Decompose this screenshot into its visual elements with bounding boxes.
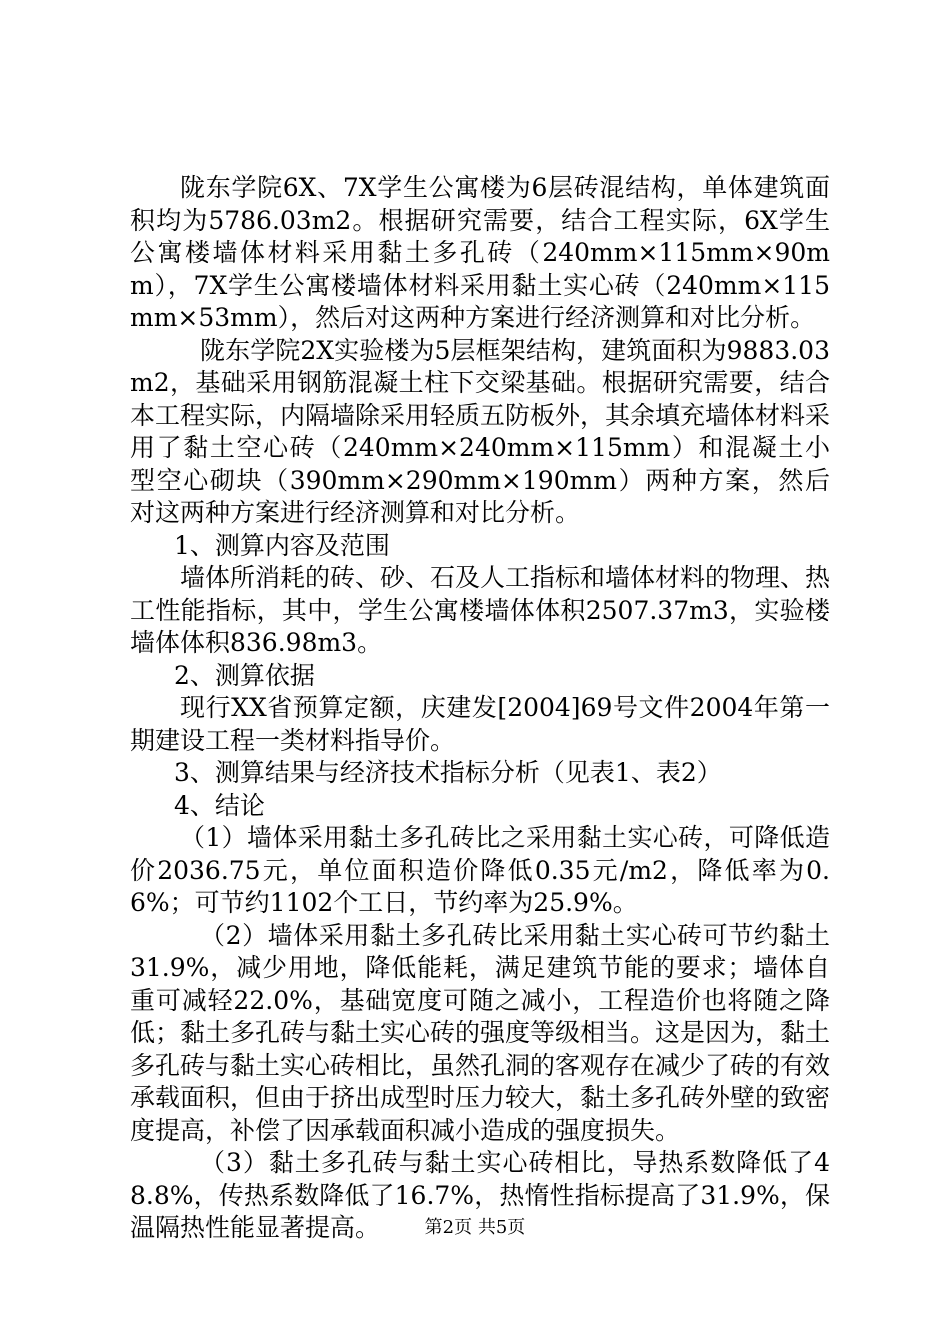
paragraph-lab-building-intro: 陇东学院2X实验楼为5层框架结构，建筑面积为9883.03m2，基础采用钢筋混凝土柱下交梁基础。根据研究需要，结合本工程实际，内隔墙除采用轻质五防板外，其余填充墙体材料采用了黏土空心砖（240mm×240mm×115mm）和混凝土小型空心砌块（390mm×290mm×190mm）两种方案，然后对这两种方案进行经济测算和对比分析。	[130, 335, 831, 527]
paragraph-conclusion-3: （3）黏土多孔砖与黏土实心砖相比，导热系数降低了48.8%，传热系数降低了16.7%，热惰性指标提高了31.9%，保温隔热性能显著提高。	[130, 1148, 830, 1242]
paragraph-basis: 现行XX省预算定额，庆建发[2004]69号文件2004年第一期建设工程一类材料指导价。	[130, 693, 830, 755]
heading-conclusion: 4、结论	[174, 790, 265, 820]
paragraph-conclusion-2: （2）墙体采用黏土多孔砖比采用黏土实心砖可节约黏土31.9%，减少用地，降低能耗，满足建筑节能的要求；墙体自重可减轻22.0%，基础宽度可随之减小，工程造价也将随之降低；黏土多孔砖与黏土实心砖的强度等级相当。这是因为，黏土多孔砖与黏土实心砖相比，虽然孔洞的客观存在减少了砖的有效承载面积，但由于挤出成型时压力较大，黏土多孔砖外壁的致密度提高，补偿了因承载面积减小造成的强度损失。	[130, 920, 831, 1145]
page-number-footer: 第2页 共5页	[424, 1217, 526, 1238]
document-body	[130, 172, 830, 1245]
heading-results: 3、测算结果与经济技术指标分析（见表1、表2）	[174, 758, 722, 787]
paragraph-scope: 墙体所消耗的砖、砂、石及人工指标和墙体材料的物理、热工性能指标，其中，学生公寓楼墙体体积2507.37m3，实验楼墙体体积836.98m3。	[130, 563, 831, 657]
paragraph-dormitory-intro: 陇东学院6X、7X学生公寓楼为6层砖混结构，单体建筑面积均为5786.03m2。根据研究需要，结合工程实际，6X学生公寓楼墙体材料采用黏土多孔砖（240mm×115mm×90mm），7X学生公寓楼墙体材料采用黏土实心砖（240mm×115mm×53mm），然后对这两种方案进行经济测算和对比分析。	[130, 173, 830, 332]
heading-scope: 1、测算内容及范围	[174, 530, 390, 560]
heading-basis: 2、测算依据	[174, 660, 315, 690]
paragraph-conclusion-1: （1）墙体采用黏土多孔砖比之采用黏土实心砖，可降低造价2036.75元，单位面积造价降低0.35元/m2，降低率为0.6%；可节约1102个工日，节约率为25.9%。	[130, 823, 830, 917]
